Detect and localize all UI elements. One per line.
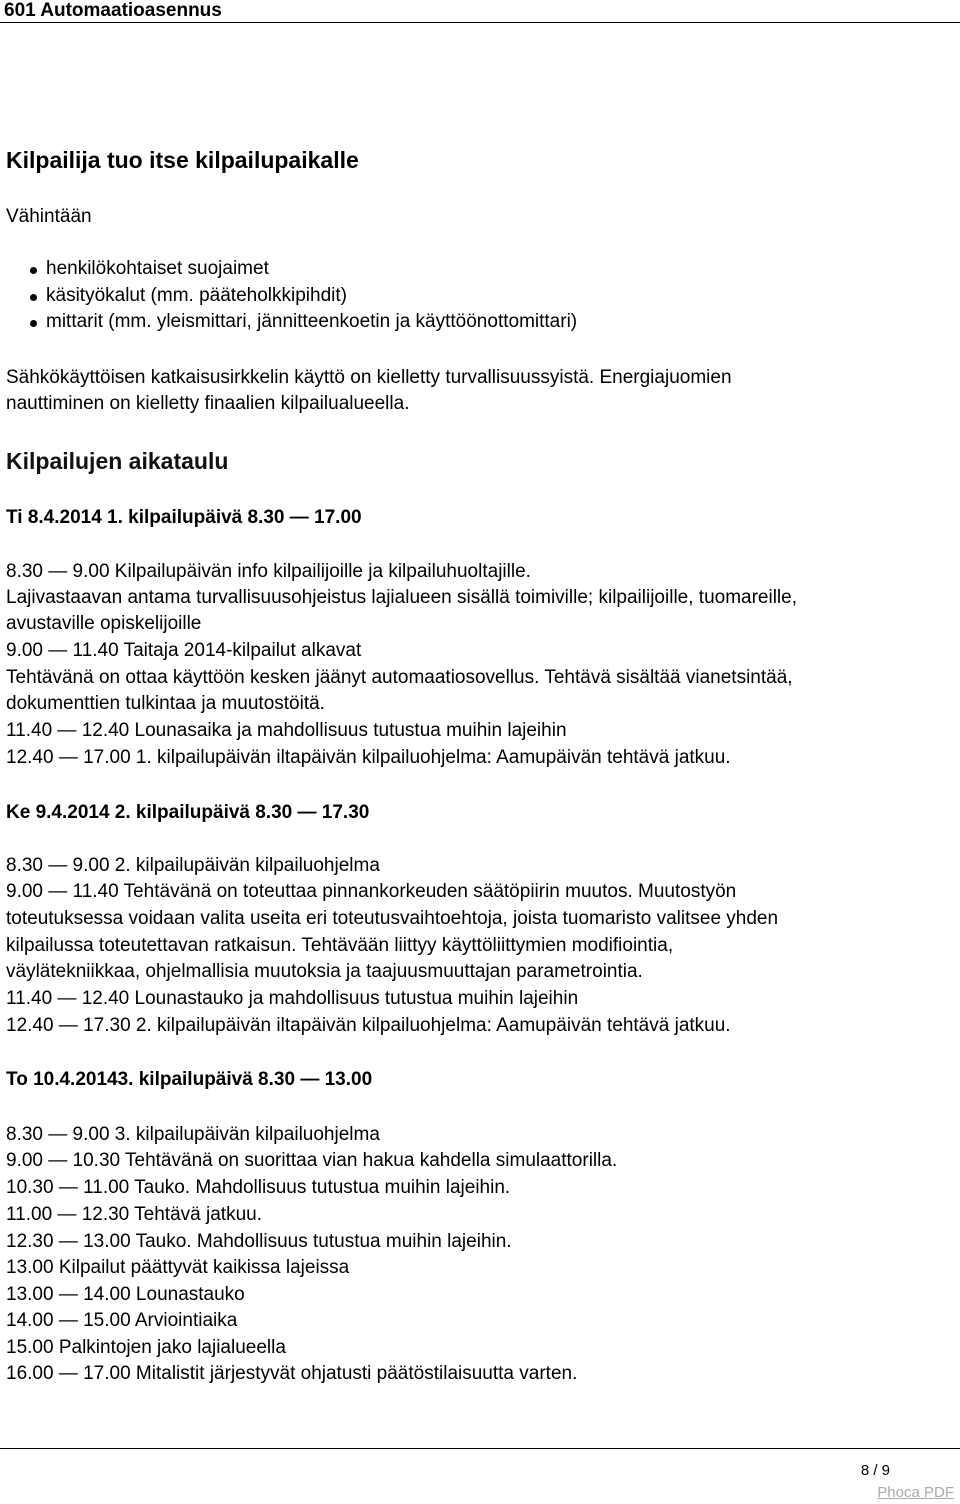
- day3-line: 10.30 — 11.00 Tauko. Mahdollisuus tutustua muihin lajeihin.: [6, 1177, 511, 1198]
- day2-line: kilpailussa toteutettavan ratkaisun. Tehtävään liittyy käyttöliittymien modifiointia,: [6, 935, 674, 956]
- day1-line: 11.40 — 12.40 Lounasaika ja mahdollisuus tutustua muihin lajeihin: [6, 720, 567, 741]
- footer-divider: [0, 1448, 960, 1449]
- page-header: [0, 0, 960, 23]
- day2-line: väylätekniikkaa, ohjelmallisia muutoksia ja taajuusmuuttajan parametrointia.: [6, 961, 643, 982]
- section-heading-schedule: Kilpailujen aikataulu: [6, 448, 229, 474]
- intro-text: Vähintään: [6, 206, 92, 227]
- bullet-icon: [30, 267, 37, 274]
- day2-line: 9.00 — 11.40 Tehtävänä on toteuttaa pinnankorkeuden säätöpiirin muutos. Muutostyön: [6, 881, 737, 902]
- day1-line: 8.30 — 9.00 Kilpailupäivän info kilpailijoille ja kilpailuhuoltajille.: [6, 561, 531, 582]
- header-title: 601 Automaatioasennus: [4, 0, 222, 21]
- day2-line: 11.40 — 12.40 Lounastauko ja mahdollisuus tutustua muihin lajeihin: [6, 988, 579, 1009]
- page-number: 8 / 9: [860, 1462, 890, 1479]
- day1-line: Tehtävänä on ottaa käyttöön kesken jäänyt automaatiosovellus. Tehtävä sisältää vianetsintää,: [6, 667, 793, 688]
- list-item: henkilökohtaiset suojaimet: [30, 256, 577, 283]
- day1-line: avustaville opiskelijoille: [6, 613, 202, 634]
- day3-line: 12.30 — 13.00 Tauko. Mahdollisuus tutustua muihin lajeihin.: [6, 1231, 512, 1252]
- footer-brand-link[interactable]: Phoca PDF: [877, 1484, 954, 1501]
- day3-line: 11.00 — 12.30 Tehtävä jatkuu.: [6, 1204, 262, 1225]
- day2-line: 8.30 — 9.00 2. kilpailupäivän kilpailuohjelma: [6, 855, 380, 876]
- day1-line: dokumenttien tulkintaa ja muutostöitä.: [6, 693, 325, 714]
- day3-line: 15.00 Palkintojen jako lajialueella: [6, 1337, 286, 1358]
- day3-line: 9.00 — 10.30 Tehtävänä on suorittaa vian hakua kahdella simulaattorilla.: [6, 1150, 618, 1171]
- day3-line: 13.00 — 14.00 Lounastauko: [6, 1284, 245, 1305]
- section-heading-equipment: Kilpailija tuo itse kilpailupaikalle: [6, 147, 359, 173]
- day2-title: Ke 9.4.2014 2. kilpailupäivä 8.30 — 17.30: [6, 802, 370, 823]
- day2-line: 12.40 — 17.30 2. kilpailupäivän iltapäivän kilpailuohjelma: Aamupäivän tehtävä jatkuu.: [6, 1015, 731, 1036]
- day3-line: 16.00 — 17.00 Mitalistit järjestyvät ohjatusti päätöstilaisuutta varten.: [6, 1363, 578, 1384]
- day3-title: To 10.4.20143. kilpailupäivä 8.30 — 13.00: [6, 1069, 373, 1090]
- bullet-icon: [30, 294, 37, 301]
- equipment-list: [30, 256, 577, 336]
- day1-line: 12.40 — 17.00 1. kilpailupäivän iltapäivän kilpailuohjelma: Aamupäivän tehtävä jatkuu.: [6, 747, 731, 768]
- bullet-icon: [30, 320, 37, 327]
- day3-line: 14.00 — 15.00 Arviointiaika: [6, 1310, 238, 1331]
- rules-paragraph-line: Sähkökäyttöisen katkaisusirkkelin käyttö on kielletty turvallisuussyistä. Energiajuomien: [6, 367, 732, 388]
- day3-line: 13.00 Kilpailut päättyvät kaikissa lajeissa: [6, 1257, 350, 1278]
- rules-paragraph-line: nauttiminen on kielletty finaalien kilpailualueella.: [6, 393, 410, 414]
- day2-line: toteutuksessa voidaan valita useita eri toteutusvaihtoehtoja, joista tuomaristo valitsee yhden: [6, 908, 779, 929]
- list-item: käsityökalut (mm. pääteholkkipihdit): [30, 283, 577, 310]
- day1-line: 9.00 — 11.40 Taitaja 2014-kilpailut alkavat: [6, 640, 362, 661]
- day3-line: 8.30 — 9.00 3. kilpailupäivän kilpailuohjelma: [6, 1124, 380, 1145]
- day1-line: Lajivastaavan antama turvallisuusohjeistus lajialueen sisällä toimiville; kilpailijoille, tuomareille,: [6, 587, 797, 608]
- day1-title: Ti 8.4.2014 1. kilpailupäivä 8.30 — 17.00: [6, 507, 362, 528]
- list-item: mittarit (mm. yleismittari, jännitteenkoetin ja käyttöönottomittari): [30, 309, 577, 336]
